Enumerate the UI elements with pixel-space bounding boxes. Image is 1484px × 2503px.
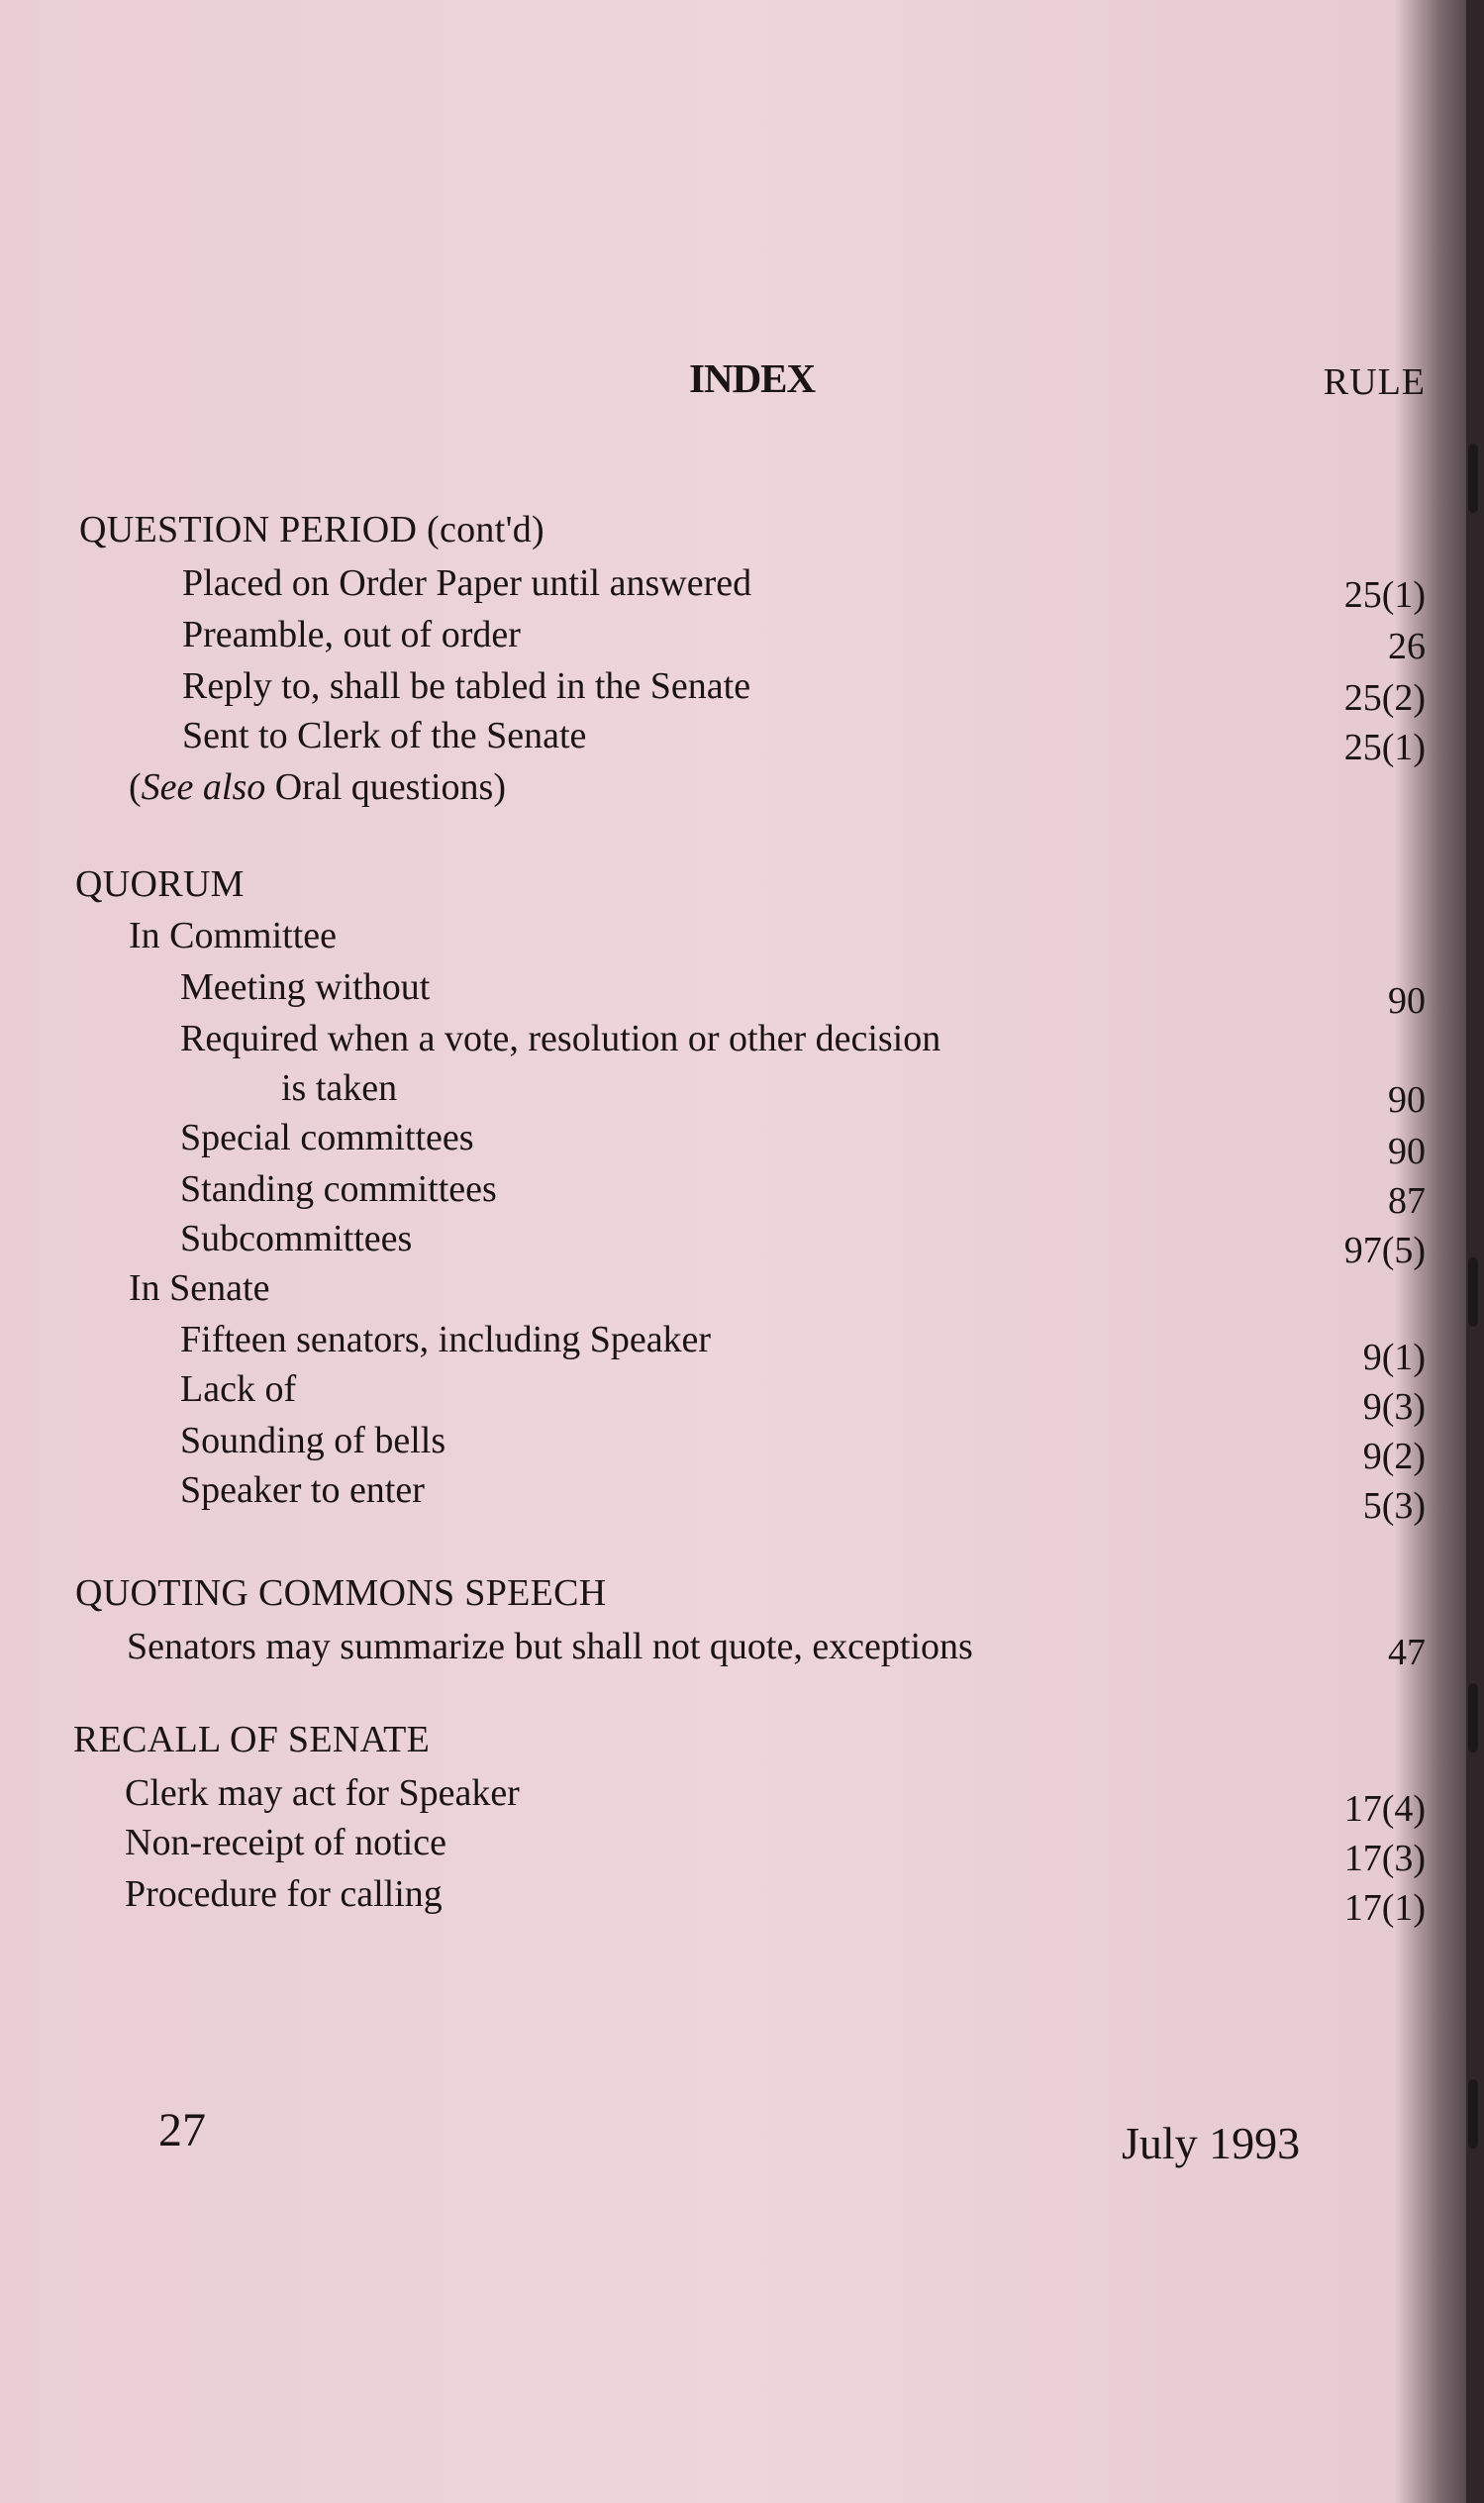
rule-number: 25(1) [1343,727,1426,768]
publication-date: July 1993 [1122,2118,1301,2168]
index-entry-continued: is taken [281,1067,398,1109]
index-entry: Non-receipt of notice [125,1822,446,1863]
page-number: 27 [158,2104,206,2156]
rule-number: 47 [1388,1632,1426,1673]
index-entry: Fifteen senators, including Speaker [180,1319,712,1360]
index-entry: Lack of [180,1368,297,1410]
section-heading-recall-of-senate: RECALL OF SENATE [73,1719,431,1760]
rule-column-header: RULE [1323,361,1426,403]
section-heading-question-period: QUESTION PERIOD (cont'd) [79,509,544,551]
rule-number: 25(1) [1343,574,1426,616]
rule-number: 97(5) [1343,1230,1426,1271]
index-entry: Meeting without [180,966,431,1008]
binding-tab [1468,1257,1478,1327]
index-entry: Procedure for calling [125,1873,443,1915]
binding-tab [1468,444,1478,513]
see-also-text: Oral questions) [265,766,506,808]
rule-number: 17(1) [1343,1887,1426,1929]
index-entry-see-also [129,768,506,806]
binding-tab [1468,2079,1478,2149]
rule-number: 90 [1388,980,1426,1022]
binding-tab [1468,1683,1478,1752]
section-heading-quoting-commons-speech: QUOTING COMMONS SPEECH [75,1572,607,1614]
index-entry: Standing committees [180,1168,497,1210]
rule-number: 9(1) [1362,1337,1426,1378]
index-entry: Required when a vote, resolution or other decision [180,1018,941,1059]
index-entry: Clerk may act for Speaker [125,1772,520,1814]
index-entry: Special committees [180,1117,474,1158]
rule-number: 9(2) [1362,1436,1426,1477]
index-title: INDEX [689,355,816,401]
rule-number: 25(2) [1343,677,1426,719]
see-also-prefix: ( [129,766,142,808]
index-entry: Placed on Order Paper until answered [182,562,752,604]
rule-number: 17(3) [1343,1838,1426,1879]
rule-number: 90 [1388,1131,1426,1172]
rule-number: 5(3) [1362,1485,1426,1527]
index-entry: Subcommittees [180,1218,413,1259]
see-also-italic: See also [141,766,266,808]
rule-number: 26 [1388,626,1426,667]
index-entry: Sent to Clerk of the Senate [182,715,587,756]
index-entry: Sounding of bells [180,1420,446,1461]
section-heading-quorum: QUORUM [75,863,245,905]
index-subheading: In Senate [129,1267,270,1309]
index-entry: Senators may summarize but shall not quote, exceptions [127,1626,973,1667]
index-subheading: In Committee [129,915,338,956]
rule-number: 90 [1388,1079,1426,1121]
index-entry: Speaker to enter [180,1469,425,1511]
index-entry: Reply to, shall be tabled in the Senate [182,665,751,707]
index-entry: Preamble, out of order [182,614,521,655]
rule-number: 87 [1388,1180,1426,1222]
rule-number: 17(4) [1343,1788,1426,1830]
page-header [0,354,1426,414]
rule-number: 9(3) [1362,1386,1426,1428]
